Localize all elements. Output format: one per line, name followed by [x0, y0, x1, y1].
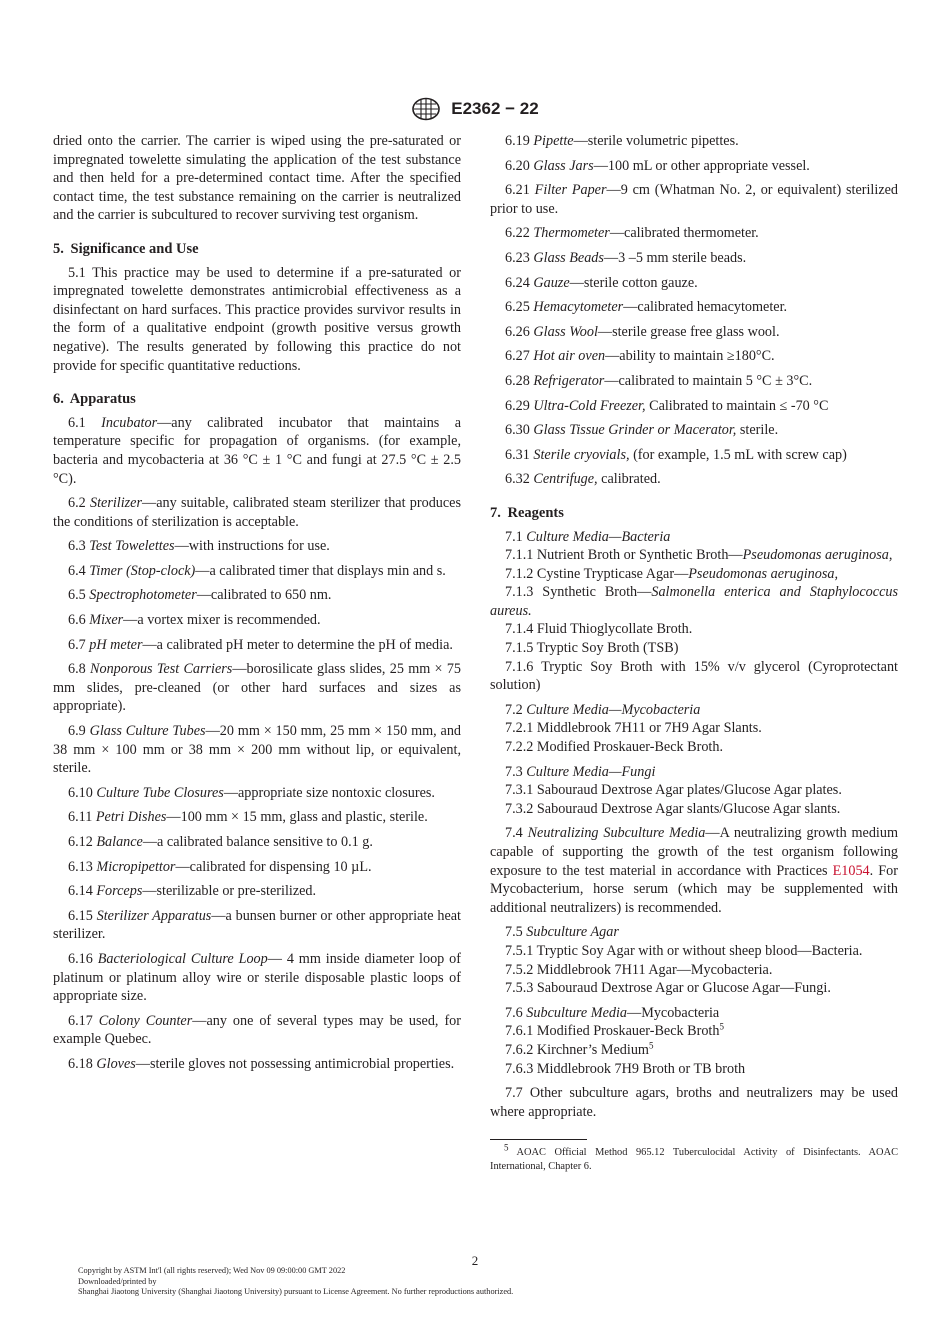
apparatus-item-6-8: 6.8 Nonporous Test Carriers—borosilicate glass slides, 25 mm × 75 mm slides, pre-cleaned (or other hard surfaces and sizes as appropriate).: [53, 661, 462, 715]
reagent-7-2-1: 7.2.1 Middlebrook 7H11 or 7H9 Agar Slants.: [505, 720, 762, 737]
section-6-heading: 6. Apparatus: [53, 391, 136, 408]
reagent-7-5: 7.5 Subculture Agar: [505, 924, 619, 941]
reagent-7-1: 7.1 Culture Media—Bacteria: [505, 528, 671, 545]
apparatus-item-6-19: 6.19 Pipette—sterile volumetric pipettes.: [505, 133, 739, 149]
apparatus-item-6-18: 6.18 Gloves—sterile gloves not possessing antimicrobial properties.: [68, 1055, 455, 1072]
reagent-7-3-2: 7.3.2 Sabouraud Dextrose Agar slants/Glucose Agar slants.: [505, 800, 841, 817]
apparatus-item-6-32: 6.32 Centrifuge, calibrated.: [505, 471, 661, 488]
apparatus-item-6-2: 6.2 Sterilizer—any suitable, calibrated steam sterilizer that produces the conditions of sterilization is acceptable.: [53, 495, 461, 530]
reagent-7-7: 7.7 Other subculture agars, broths and neutralizers may be used where appropriate.: [490, 1085, 898, 1120]
apparatus-item-6-31: 6.31 Sterile cryovials, (for example, 1.5 mL with screw cap): [505, 446, 847, 463]
right-column: [490, 132, 898, 1174]
reagent-7-3-1: 7.3.1 Sabouraud Dextrose Agar plates/Glucose Agar plates.: [505, 782, 842, 799]
apparatus-item-6-7: 6.7 pH meter—a calibrated pH meter to determine the pH of media.: [68, 636, 453, 653]
reagent-7-2-2: 7.2.2 Modified Proskauer-Beck Broth.: [505, 739, 724, 756]
apparatus-list-continued: [490, 132, 898, 489]
reagent-7-4: 7.4 Neutralizing Subculture Media—A neutralizing growth medium capable of supporting the growth of the test organism following exposure to the test material in accordance with Practices E1054. For Mycobacterium, horse serum (which may be supplemented with additional neutralizers) is recommended.: [490, 825, 898, 916]
page-header: [0, 97, 950, 121]
section-7-heading: 7. Reagents: [490, 504, 564, 521]
reagent-7-6-2: 7.6.2 Kirchner’s Medium$^5$: [505, 1040, 654, 1058]
apparatus-item-6-17: 6.17 Colony Counter—any one of several types may be used, for example Quebec.: [53, 1012, 461, 1048]
standard-designation: E2362 − 22: [451, 99, 539, 118]
paragraph-5-1: 5.1 This practice may be used to determine if a pre-saturated or impregnated towelette demonstrates antimicrobial effectiveness as a disinfectant on hard surfaces. This practice provides survivor results in the form of a qualitative endpoint (growth positive versus growth negative). The results generated by following this practice do not provide for specific quantitative reductions.: [53, 264, 461, 374]
apparatus-item-6-22: 6.22 Thermometer—calibrated thermometer.: [505, 225, 759, 242]
apparatus-item-6-26: 6.26 Glass Wool—sterile grease free glass wool.: [505, 323, 780, 340]
apparatus-item-6-4: 6.4 Timer (Stop-clock)—a calibrated timer that displays min and s.: [68, 562, 446, 579]
reagent-7-6-3: 7.6.3 Middlebrook 7H9 Broth or TB broth: [505, 1060, 746, 1077]
reagent-7-5-2: 7.5.2 Middlebrook 7H11 Agar—Mycobacteria.: [505, 961, 773, 978]
apparatus-item-6-25: 6.25 Hemacytometer—calibrated hemacytometer.: [505, 299, 788, 316]
footnote-5: $^5$ AOAC Official Method 965.12 Tuberculocidal Activity of Disinfectants. AOAC International, Chapter 6.: [490, 1142, 898, 1173]
reagent-7-2: 7.2 Culture Media—Mycobacteria: [505, 701, 701, 718]
footnote-divider: [490, 1139, 587, 1140]
apparatus-item-6-5: 6.5 Spectrophotometer—calibrated to 650 nm.: [68, 587, 332, 604]
apparatus-item-6-16: 6.16 Bacteriological Culture Loop— 4 mm inside diameter loop of platinum or platinum alloy wire or sterile disposable plastic loops of appropriate size.: [53, 950, 461, 1005]
reagent-7-5-1: 7.5.1 Tryptic Soy Agar with or without sheep blood—Bacteria.: [505, 942, 863, 959]
apparatus-item-6-21: 6.21 Filter Paper—9 cm (Whatman No. 2, or equivalent) sterilized prior to use.: [490, 182, 899, 217]
reagent-7-6: 7.6 Subculture Media—Mycobacteria: [505, 1004, 720, 1021]
apparatus-item-6-10: 6.10 Culture Tube Closures—appropriate size nontoxic closures.: [68, 784, 435, 801]
reagent-7-1-6: 7.1.6 Tryptic Soy Broth with 15% v/v glycerol (Cyroprotectant solution): [490, 658, 898, 694]
reagent-7-1-5: 7.1.5 Tryptic Soy Broth (TSB): [505, 640, 679, 657]
reference-link-e1054[interactable]: E1054: [832, 862, 870, 879]
apparatus-item-6-23: 6.23 Glass Beads—3 –5 mm sterile beads.: [505, 249, 747, 266]
apparatus-list: [53, 414, 461, 1074]
paragraph-intro: dried onto the carrier. The carrier is wiped using the pre-saturated or impregnated towelette simulating the application of the test substance and then held for a pre-determined contact time. After the specified contact time, the test substance remaining on the carrier is neutralized and the carrier is subcultured to recover surviving test organism.: [53, 133, 461, 224]
reagent-7-1-1: 7.1.1 Nutrient Broth or Synthetic Broth—Pseudomonas aeruginosa,: [505, 547, 893, 564]
astm-logo-icon: [411, 97, 441, 121]
apparatus-item-6-15: 6.15 Sterilizer Apparatus—a bunsen burner or other appropriate heat sterilizer.: [53, 907, 461, 943]
apparatus-item-6-20: 6.20 Glass Jars—100 mL or other appropriate vessel.: [505, 157, 810, 174]
apparatus-item-6-3: 6.3 Test Towelettes—with instructions for use.: [68, 538, 330, 555]
apparatus-item-6-14: 6.14 Forceps—sterilizable or pre-sterilized.: [68, 883, 317, 900]
reagent-7-3: 7.3 Culture Media—Fungi: [505, 763, 656, 780]
apparatus-item-6-24: 6.24 Gauze—sterile cotton gauze.: [505, 274, 698, 291]
apparatus-item-6-9: 6.9 Glass Culture Tubes—20 mm × 150 mm, 25 mm × 150 mm, and 38 mm × 100 mm or 38 mm × 200 mm without lip, or equivalent, sterile.: [53, 723, 462, 777]
section-5-heading: 5. Significance and Use: [53, 240, 199, 257]
copyright-notice: Copyright by ASTM Int'l (all rights reserved); Wed Nov 09 09:00:00 GMT 2022 Downloaded/printed by Shanghai Jiaotong University (Shanghai Jiaotong University) pursuant to License Agreement. No further reproductions authorized.: [78, 1266, 514, 1297]
apparatus-item-6-28: 6.28 Refrigerator—calibrated to maintain 5 °C ± 3°C.: [505, 372, 813, 389]
apparatus-item-6-30: 6.30 Glass Tissue Grinder or Macerator, sterile.: [505, 422, 779, 439]
reagent-7-1-2: 7.1.2 Cystine Trypticase Agar—Pseudomonas aeruginosa,: [505, 565, 839, 582]
apparatus-item-6-1: 6.1 Incubator—any calibrated incubator that maintains a temperature specific for propagation of organisms. (for example, bacteria and mycobacteria at 36 °C ± 1 °C and fungi at 27.5 °C ± 2.5 °C).: [53, 414, 461, 487]
reagent-7-6-1: 7.6.1 Modified Proskauer-Beck Broth$^5$: [505, 1021, 724, 1040]
apparatus-item-6-13: 6.13 Micropipettor—calibrated for dispensing 10 µL.: [68, 858, 372, 875]
reagent-7-1-4: 7.1.4 Fluid Thioglycollate Broth.: [505, 621, 693, 638]
apparatus-item-6-11: 6.11 Petri Dishes—100 mm × 15 mm, glass and plastic, sterile.: [68, 809, 428, 826]
left-column: [53, 132, 461, 1080]
apparatus-item-6-29: 6.29 Ultra-Cold Freezer, Calibrated to maintain ≤ -70 °C: [505, 397, 829, 414]
apparatus-item-6-6: 6.6 Mixer—a vortex mixer is recommended.: [68, 612, 321, 629]
reagent-7-5-3: 7.5.3 Sabouraud Dextrose Agar or Glucose Agar—Fungi.: [505, 980, 831, 997]
reagent-7-1-3: 7.1.3 Synthetic Broth—Salmonella enterica and Staphylococcus aureus.: [490, 584, 898, 619]
apparatus-item-6-27: 6.27 Hot air oven—ability to maintain ≥180°C.: [505, 348, 775, 365]
page-number: 2: [471, 1253, 479, 1268]
apparatus-item-6-12: 6.12 Balance—a calibrated balance sensitive to 0.1 g.: [68, 834, 373, 850]
